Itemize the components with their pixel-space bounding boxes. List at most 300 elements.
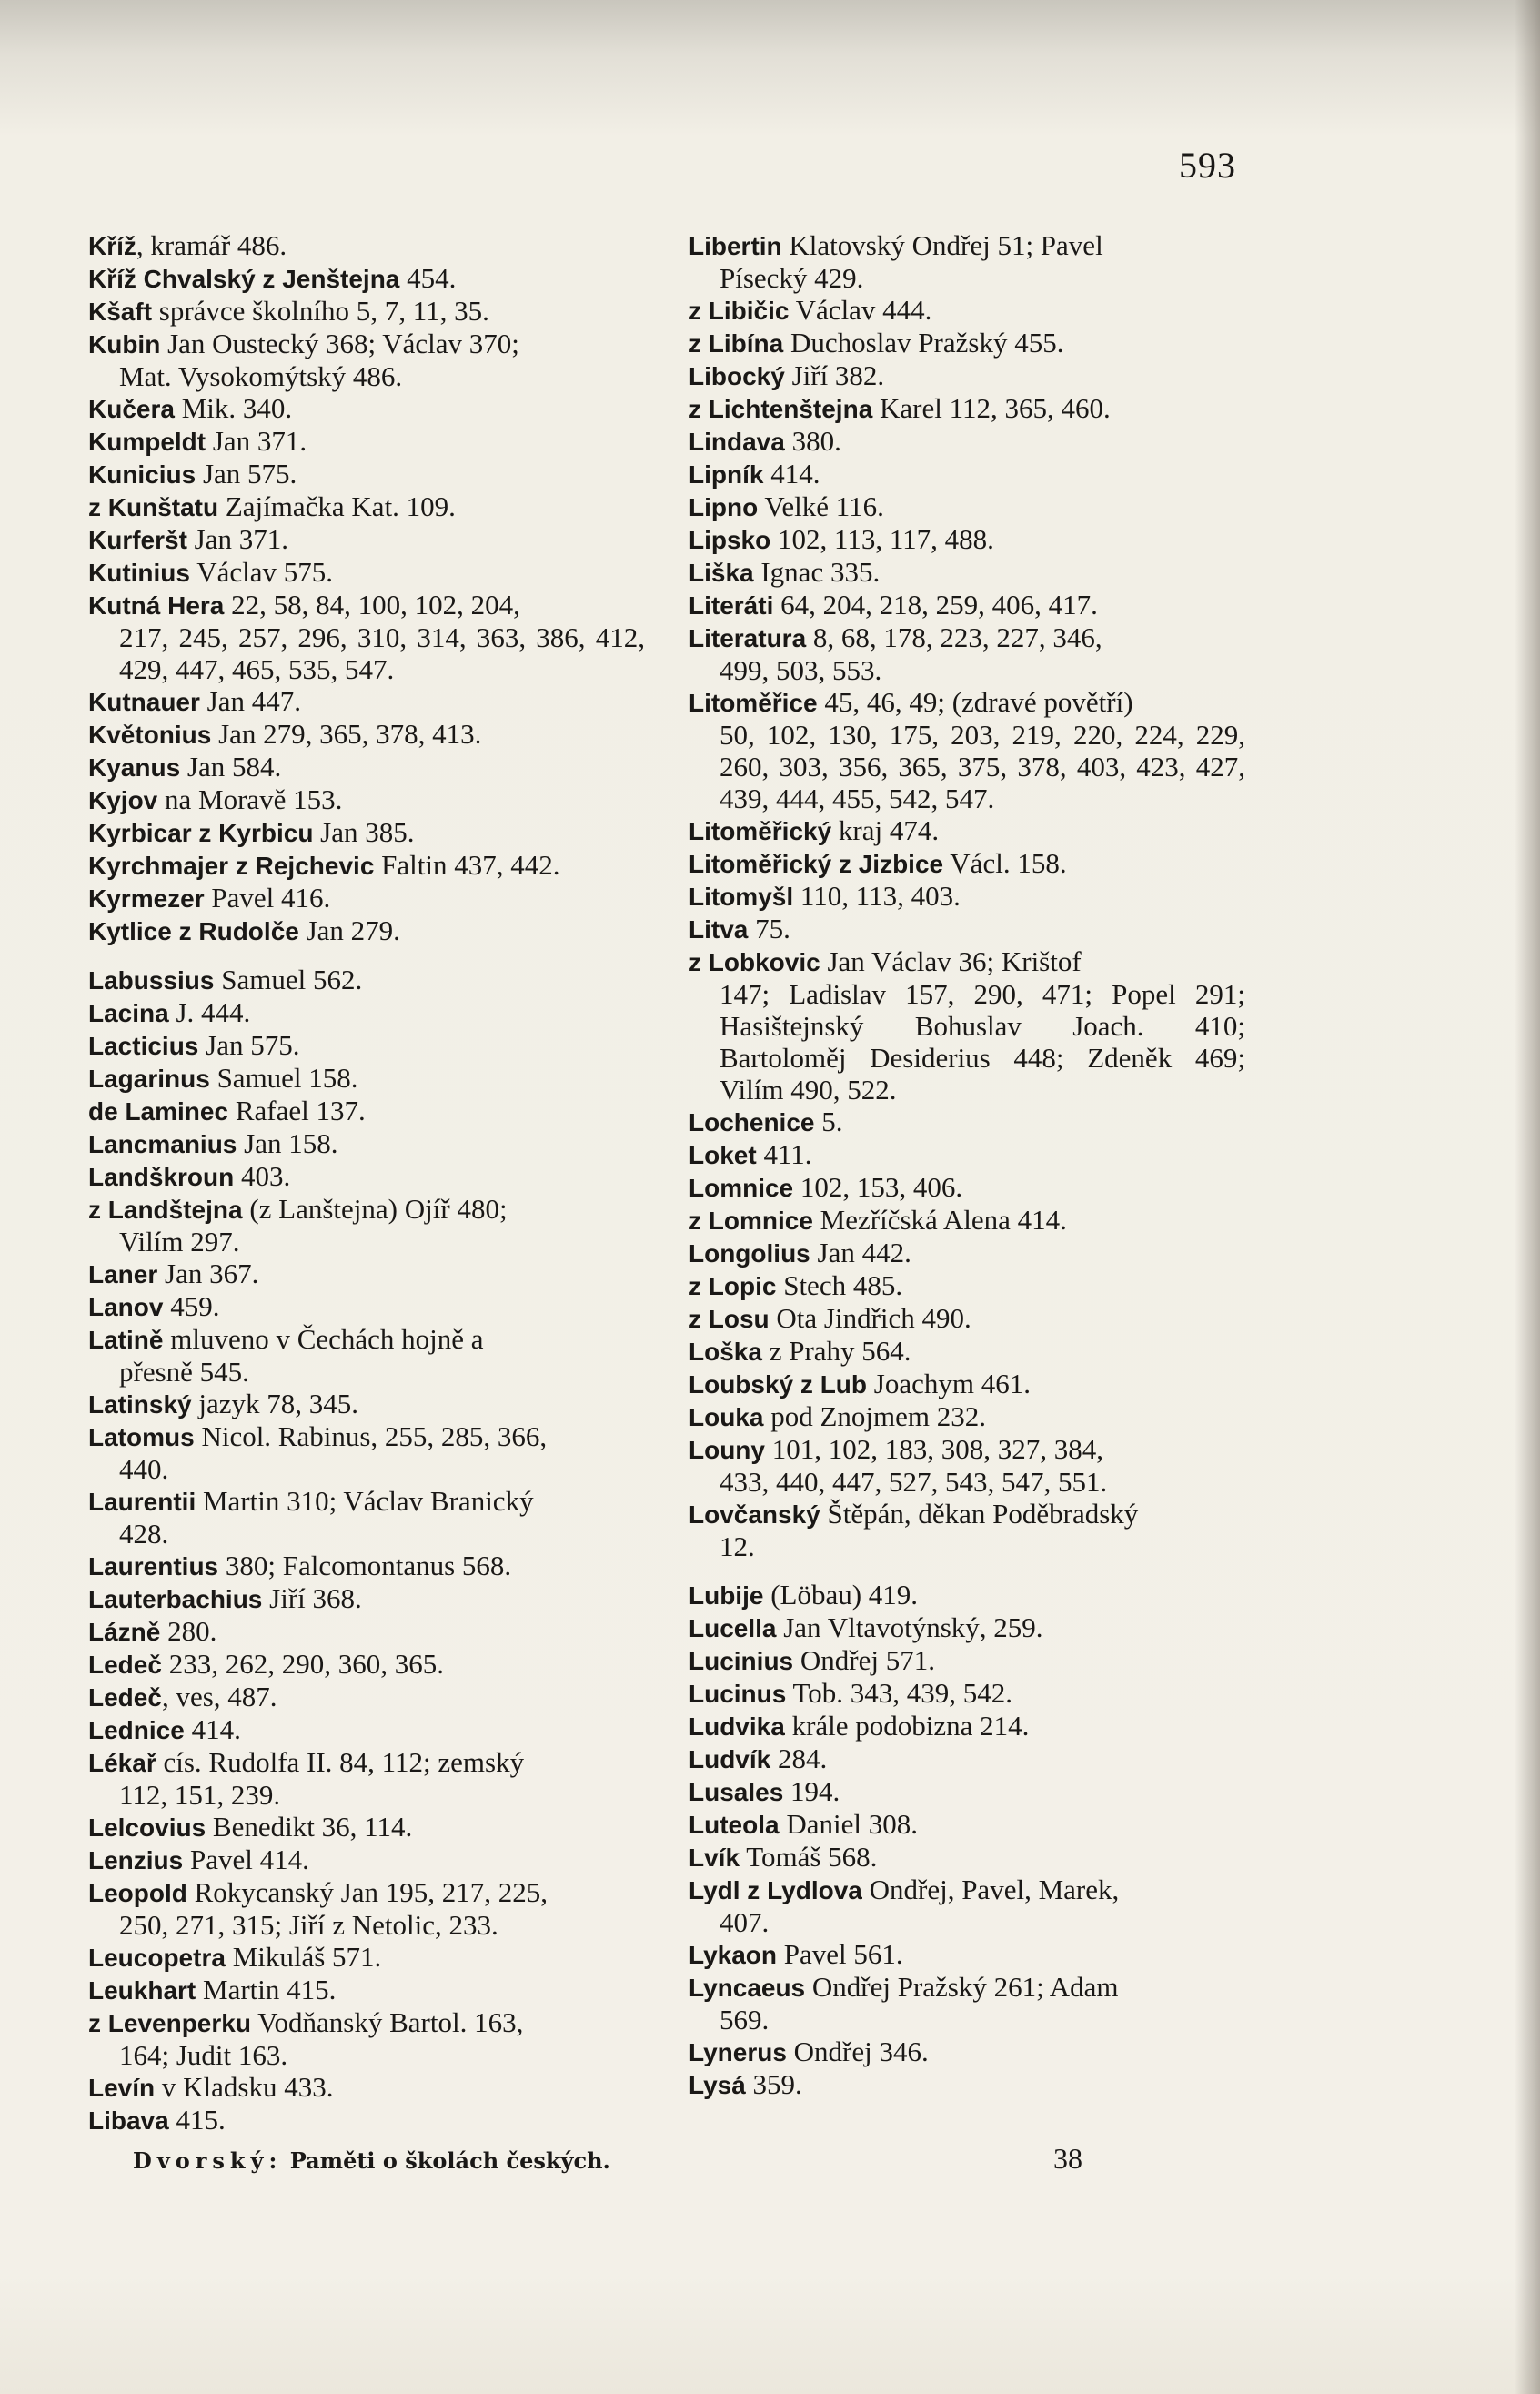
index-continuation: 428. [119, 1518, 169, 1550]
index-references: Joachym 461. [867, 1368, 1031, 1399]
index-term: Ledeč [88, 1683, 162, 1712]
index-term: Lancmanius [88, 1130, 237, 1158]
index-term: Lindava [689, 428, 785, 456]
index-entry [88, 490, 645, 523]
index-references: Duchoslav Pražský 455. [783, 327, 1064, 359]
index-entry [689, 1171, 1245, 1204]
index-entry [88, 1420, 645, 1485]
index-term: Kurferšt [88, 526, 187, 554]
index-references: mluveno v Čechách hojně a [163, 1323, 484, 1355]
index-references: 280. [160, 1615, 217, 1647]
index-entry [689, 913, 1245, 945]
index-references: Nicol. Rabinus, 255, 285, 366, [194, 1420, 548, 1452]
index-references: pod Znojmem 232. [763, 1400, 987, 1432]
index-references: 5. [814, 1106, 843, 1137]
index-references: Jan 447. [199, 685, 301, 717]
index-term: Ledeč [88, 1651, 162, 1679]
index-term: z Lichtenštejna [689, 395, 873, 423]
index-term: Lázně [88, 1618, 161, 1646]
index-entry [88, 262, 645, 295]
index-entry [88, 816, 645, 849]
page-number: 593 [1179, 145, 1236, 186]
index-term: Litoměřický z Jizbice [689, 850, 944, 878]
index-continuation: 147; Ladislav 157, 290, 471; Popel 291; Hasištejnský Bohuslav Joach. 410; Bartoloměj Desiderius 448; Zdeněk 469; Vilím 490, 522. [720, 978, 1245, 1106]
index-references: Ignac 335. [753, 556, 881, 588]
index-references: Pavel 414. [183, 1843, 309, 1875]
index-entry [689, 1335, 1245, 1368]
index-continuation: přesně 545. [119, 1356, 249, 1388]
index-entry [88, 685, 645, 718]
index-term: z Kunštatu [88, 493, 219, 521]
index-term: Kubin [88, 330, 161, 359]
index-entry [88, 1713, 645, 1746]
index-references: jazyk 78, 345. [191, 1388, 358, 1419]
index-references: kraj 474. [831, 814, 940, 846]
index-entry [689, 1106, 1245, 1138]
index-term: Laner [88, 1260, 158, 1288]
index-term: Kyanus [88, 753, 181, 782]
index-entry [88, 1974, 645, 2006]
index-references: Jan 367. [157, 1258, 259, 1289]
index-entry [689, 1710, 1245, 1742]
index-term: Kunicius [88, 460, 196, 489]
index-references: Jan 584. [180, 751, 282, 783]
index-entry [689, 458, 1245, 490]
index-references: 414. [763, 458, 820, 490]
index-term: Lipsko [689, 526, 771, 554]
index-entry [689, 1611, 1245, 1644]
index-term: Luteola [689, 1811, 780, 1839]
index-entry [689, 359, 1245, 392]
index-term: Lvík [689, 1843, 740, 1872]
index-term: Litomyšl [689, 883, 794, 911]
index-entry [689, 621, 1245, 686]
index-references: Ota Jindřich 490. [769, 1302, 971, 1334]
index-references: Samuel 158. [209, 1062, 358, 1094]
index-term: z Libičic [689, 297, 790, 325]
index-column-left [88, 229, 645, 2136]
index-entry [88, 295, 645, 328]
index-continuation: 217, 245, 257, 296, 310, 314, 363, 386, 412, 429, 447, 465, 535, 547. [119, 621, 645, 685]
index-term: Ludvík [689, 1745, 771, 1773]
index-entry [88, 1323, 645, 1388]
index-entry [88, 1746, 645, 1811]
index-term: Lomnice [689, 1174, 794, 1202]
index-term: Longolius [689, 1239, 810, 1268]
index-references: správce školního 5, 7, 11, 35. [152, 295, 489, 327]
index-term: Lovčanský [689, 1500, 820, 1529]
section-gap [689, 1562, 1245, 1579]
index-entry [88, 1258, 645, 1290]
index-entry [88, 1582, 645, 1615]
index-term: Loška [689, 1338, 762, 1366]
index-references: 403. [234, 1160, 291, 1192]
index-references: Karel 112, 365, 460. [872, 392, 1111, 424]
index-entry [689, 1302, 1245, 1335]
index-references: Ondřej 571. [793, 1644, 935, 1676]
index-term: Loket [689, 1141, 757, 1169]
index-term: Lusales [689, 1778, 784, 1806]
index-entry [88, 589, 645, 685]
index-references: Ondřej 346. [786, 2035, 929, 2067]
index-term: Louka [689, 1403, 764, 1431]
index-references: Stech 485. [776, 1269, 903, 1301]
index-term: de Laminec [88, 1097, 229, 1126]
index-term: Lyncaeus [689, 1974, 806, 2002]
index-entry [88, 458, 645, 490]
index-entry [88, 718, 645, 751]
index-entry [88, 783, 645, 816]
index-term: Libertin [689, 232, 782, 260]
index-references: krále podobizna 214. [784, 1710, 1030, 1742]
index-references: na Moravě 153. [157, 783, 343, 815]
index-term: Lanov [88, 1293, 164, 1321]
index-references: 380; Falcomontanus 568. [218, 1550, 512, 1581]
index-term: Labussius [88, 966, 215, 995]
index-entry [88, 914, 645, 947]
index-entry [689, 686, 1245, 814]
index-entry [689, 814, 1245, 847]
index-term: Kutnauer [88, 688, 200, 716]
index-term: Lucella [689, 1614, 777, 1642]
index-entry [689, 1808, 1245, 1841]
index-entry [689, 2035, 1245, 2068]
index-entry [689, 327, 1245, 359]
index-term: Leopold [88, 1879, 187, 1907]
index-entry [689, 556, 1245, 589]
index-references: 359. [745, 2068, 802, 2100]
index-references: 101, 102, 183, 308, 327, 384, [765, 1433, 1103, 1465]
index-term: Lacticius [88, 1032, 199, 1060]
index-entry [689, 1433, 1245, 1498]
index-references: 45, 46, 49; (zdravé povětří) [817, 686, 1133, 718]
index-term: Levín [88, 2074, 156, 2102]
index-term: z Lobkovic [689, 948, 820, 976]
index-term: Kyrmezer [88, 884, 205, 913]
index-references: Vodňanský Bartol. 163, [250, 2006, 524, 2038]
index-term: Kytlice z Rudolče [88, 917, 299, 945]
index-entry [689, 2068, 1245, 2101]
section-gap [88, 947, 645, 964]
index-entry [88, 1550, 645, 1582]
index-entry [689, 1742, 1245, 1775]
index-entry [689, 523, 1245, 556]
index-entry [689, 294, 1245, 327]
index-entry [88, 1811, 645, 1843]
index-references: 102, 153, 406. [793, 1171, 963, 1203]
index-entry [88, 1876, 645, 1941]
index-term: Kyjov [88, 786, 158, 814]
index-references: Jiří 368. [262, 1582, 362, 1614]
index-term: Libava [88, 2106, 169, 2135]
index-references: Jan 575. [198, 1029, 300, 1061]
index-continuation: 164; Judit 163. [119, 2039, 288, 2071]
index-entry [88, 1681, 645, 1713]
index-entry [88, 1160, 645, 1193]
index-entry [88, 882, 645, 914]
index-term: Kutinius [88, 559, 190, 587]
index-references: Klatovský Ondřej 51; Pavel [781, 229, 1103, 261]
index-entry [689, 1677, 1245, 1710]
index-entry [689, 1269, 1245, 1302]
index-references: Martin 415. [196, 1974, 337, 2005]
signature-number: 38 [1053, 2142, 1082, 2175]
index-continuation: 499, 503, 553. [720, 654, 882, 686]
page-edge-shadow [1515, 0, 1540, 2394]
index-term: Latinský [88, 1390, 192, 1419]
index-entry [689, 1579, 1245, 1611]
index-references: Faltin 437, 442. [374, 849, 560, 881]
index-entry [88, 523, 645, 556]
index-term: z Libína [689, 329, 784, 358]
index-entry [689, 880, 1245, 913]
index-entry [88, 2071, 645, 2104]
index-references: 102, 113, 117, 488. [770, 523, 994, 555]
index-continuation: 569. [720, 2004, 770, 2035]
index-references: Pavel 561. [777, 1938, 903, 1970]
index-references: 233, 262, 290, 360, 365. [161, 1648, 444, 1680]
index-references: Velké 116. [758, 490, 884, 522]
index-term: Litoměřice [689, 689, 818, 717]
index-references: Jan Vltavotýnský, 259. [776, 1611, 1043, 1643]
index-term: Lelcovius [88, 1813, 206, 1842]
index-term: Ludvika [689, 1712, 785, 1741]
index-references: Jiří 382. [784, 359, 885, 391]
index-term: z Landštejna [88, 1196, 243, 1224]
index-term: Lagarinus [88, 1065, 210, 1093]
index-references: 415. [168, 2104, 226, 2136]
index-entry [689, 589, 1245, 621]
index-entry [689, 1644, 1245, 1677]
index-entry [88, 1029, 645, 1062]
index-term: Kyrchmajer z Rejchevic [88, 852, 375, 880]
index-continuation: 440. [119, 1453, 169, 1485]
index-entry [88, 1388, 645, 1420]
index-references: Václav 575. [190, 556, 333, 588]
index-references: (z Lanštejna) Ojíř 480; [242, 1193, 508, 1225]
index-references: Jan 371. [206, 425, 307, 457]
index-term: Latině [88, 1326, 164, 1354]
index-continuation: Vilím 297. [119, 1226, 240, 1258]
index-term: Libocký [689, 362, 785, 390]
index-references: 459. [163, 1290, 220, 1322]
index-references: Daniel 308. [779, 1808, 918, 1840]
index-references: Benedikt 36, 114. [206, 1811, 413, 1843]
index-entry [88, 1062, 645, 1095]
index-references: 75. [748, 913, 790, 944]
index-entry [689, 490, 1245, 523]
index-references: Jan 442. [810, 1237, 911, 1268]
index-term: Lednice [88, 1716, 185, 1744]
index-term: Lynerus [689, 2038, 787, 2066]
index-term: Kučera [88, 395, 175, 423]
index-references: 22, 58, 84, 100, 102, 204, [224, 589, 520, 621]
index-entry [689, 1775, 1245, 1808]
index-references: Tob. 343, 439, 542. [786, 1677, 1013, 1709]
index-references: cís. Rudolfa II. 84, 112; zemský [156, 1746, 525, 1778]
index-entry [88, 1843, 645, 1876]
index-references: (Löbau) 419. [763, 1579, 919, 1611]
index-entry [88, 996, 645, 1029]
index-term: Lauterbachius [88, 1585, 263, 1613]
index-entry [88, 425, 645, 458]
index-entry [88, 849, 645, 882]
index-references: 284. [770, 1742, 828, 1774]
index-entry [88, 1941, 645, 1974]
index-entry [689, 1237, 1245, 1269]
index-entry [689, 229, 1245, 294]
index-term: Louny [689, 1436, 765, 1464]
index-entry [88, 2104, 645, 2136]
index-continuation: 433, 440, 447, 527, 543, 547, 551. [720, 1466, 1108, 1498]
index-references: 64, 204, 218, 259, 406, 417. [773, 589, 1098, 621]
index-references: Ondřej Pražský 261; Adam [805, 1971, 1119, 2003]
index-column-right [689, 229, 1245, 2101]
index-term: z Lopic [689, 1272, 777, 1300]
index-entry [88, 1615, 645, 1648]
index-term: Literáti [689, 591, 774, 620]
index-entry [88, 328, 645, 392]
index-references: Jan 158. [237, 1127, 338, 1159]
index-references: Jan 279. [298, 914, 400, 946]
index-term: Lochenice [689, 1108, 815, 1136]
index-entry [689, 1498, 1245, 1562]
index-references: Jan 385. [313, 816, 415, 848]
index-entry [689, 1971, 1245, 2035]
index-continuation: Písecký 429. [720, 262, 864, 294]
index-term: Lydl z Lydlova [689, 1876, 862, 1904]
index-references: 414. [184, 1713, 241, 1745]
index-term: z Levenperku [88, 2009, 251, 2037]
index-references: Jan 575. [196, 458, 297, 490]
index-references: Zajímačka Kat. 109. [218, 490, 456, 522]
index-entry [88, 1485, 645, 1550]
index-entry [689, 392, 1245, 425]
index-term: Lubije [689, 1581, 764, 1610]
index-references: z Prahy 564. [761, 1335, 911, 1367]
index-entry [88, 556, 645, 589]
index-entry [88, 1127, 645, 1160]
index-term: Kšaft [88, 298, 153, 326]
index-term: Laurentii [88, 1488, 196, 1516]
index-term: Lysá [689, 2071, 746, 2099]
index-term: Květonius [88, 721, 212, 749]
index-term: Loubský z Lub [689, 1370, 867, 1399]
index-term: Laurentius [88, 1552, 219, 1581]
index-references: Václ. 158. [943, 847, 1067, 879]
index-references: J. 444. [168, 996, 251, 1028]
index-references: Ondřej, Pavel, Marek, [861, 1874, 1120, 1905]
index-entry [689, 1841, 1245, 1874]
index-entry [689, 1204, 1245, 1237]
index-term: Kříž Chvalský z Jenštejna [88, 265, 400, 293]
index-continuation: Mat. Vysokomýtský 486. [119, 360, 403, 392]
index-references: Mikuláš 571. [225, 1941, 382, 1973]
index-continuation: 112, 151, 239. [119, 1779, 281, 1811]
index-term: Lenzius [88, 1846, 184, 1874]
index-references: Pavel 416. [204, 882, 331, 914]
index-term: Lykaon [689, 1941, 777, 1969]
index-entry [88, 1290, 645, 1323]
index-term: z Losu [689, 1305, 770, 1333]
index-references: Mezříčská Alena 414. [812, 1204, 1067, 1236]
index-references: Jan 279, 365, 378, 413. [211, 718, 482, 750]
index-term: z Lomnice [689, 1207, 813, 1235]
index-term: Litoměřický [689, 817, 832, 845]
index-references: 380. [784, 425, 841, 457]
index-term: Lipník [689, 460, 764, 489]
index-term: Liška [689, 559, 754, 587]
index-references: 411. [756, 1138, 812, 1170]
index-continuation: 407. [720, 1906, 770, 1938]
index-entry [88, 1648, 645, 1681]
index-references: 194. [783, 1775, 840, 1807]
index-entry [88, 964, 645, 996]
index-entry [88, 392, 645, 425]
index-references: Jan 371. [186, 523, 288, 555]
index-references: Jan Václav 36; Krištof [820, 945, 1082, 977]
index-term: Landškroun [88, 1163, 235, 1191]
index-entry [689, 847, 1245, 880]
index-entry [689, 1400, 1245, 1433]
index-references: 454. [399, 262, 457, 294]
index-entry [689, 1368, 1245, 1400]
index-term: Lacina [88, 999, 169, 1027]
footer-title: Paměti o školách českých. [289, 2147, 610, 2174]
index-references: , ves, 487. [161, 1681, 277, 1712]
index-references: Štěpán, děkan Poděbradský [820, 1498, 1139, 1530]
index-continuation: 250, 271, 315; Jiří z Netolic, 233. [119, 1909, 498, 1941]
index-term: Leukhart [88, 1976, 196, 2005]
index-references: Jan Oustecký 368; Václav 370; [160, 328, 519, 359]
index-entry [88, 229, 645, 262]
index-continuation: 12. [720, 1530, 755, 1562]
index-references: Martin 310; Václav Branický [196, 1485, 534, 1517]
footer-author: Dvorský: [133, 2147, 283, 2174]
index-term: Kutná Hera [88, 591, 225, 620]
index-references: Rokycanský Jan 195, 217, 225, [186, 1876, 548, 1908]
index-term: Kumpeldt [88, 428, 206, 456]
index-entry [689, 1138, 1245, 1171]
index-term: Leucopetra [88, 1944, 226, 1972]
index-term: Kříž [88, 232, 136, 260]
index-term: Litva [689, 915, 749, 944]
index-term: Literatura [689, 624, 807, 652]
index-entry [689, 1938, 1245, 1971]
index-term: Kyrbicar z Kyrbicu [88, 819, 314, 847]
index-entry [88, 751, 645, 783]
index-references: Samuel 562. [214, 964, 363, 995]
index-term: Lucinius [689, 1647, 794, 1675]
index-entry [689, 425, 1245, 458]
index-references: , kramář 486. [136, 229, 287, 261]
index-references: 8, 68, 178, 223, 227, 346, [806, 621, 1102, 653]
index-entry [689, 945, 1245, 1106]
index-references: Mik. 340. [174, 392, 293, 424]
index-entry [88, 2006, 645, 2071]
index-continuation: 50, 102, 130, 175, 203, 219, 220, 224, 229, 260, 303, 356, 365, 375, 378, 403, 423, 427, 439, 444, 455, 542, 547. [720, 719, 1245, 814]
index-references: Rafael 137. [228, 1095, 366, 1126]
index-term: Latomus [88, 1423, 195, 1451]
index-references: Václav 444. [789, 294, 932, 326]
index-term: Lipno [689, 493, 759, 521]
index-entry [88, 1095, 645, 1127]
index-references: Tomáš 568. [740, 1841, 878, 1873]
index-term: Lucinus [689, 1680, 787, 1708]
footer-citation [133, 2147, 610, 2174]
index-term: Lékař [88, 1749, 156, 1777]
index-entry [88, 1193, 645, 1258]
